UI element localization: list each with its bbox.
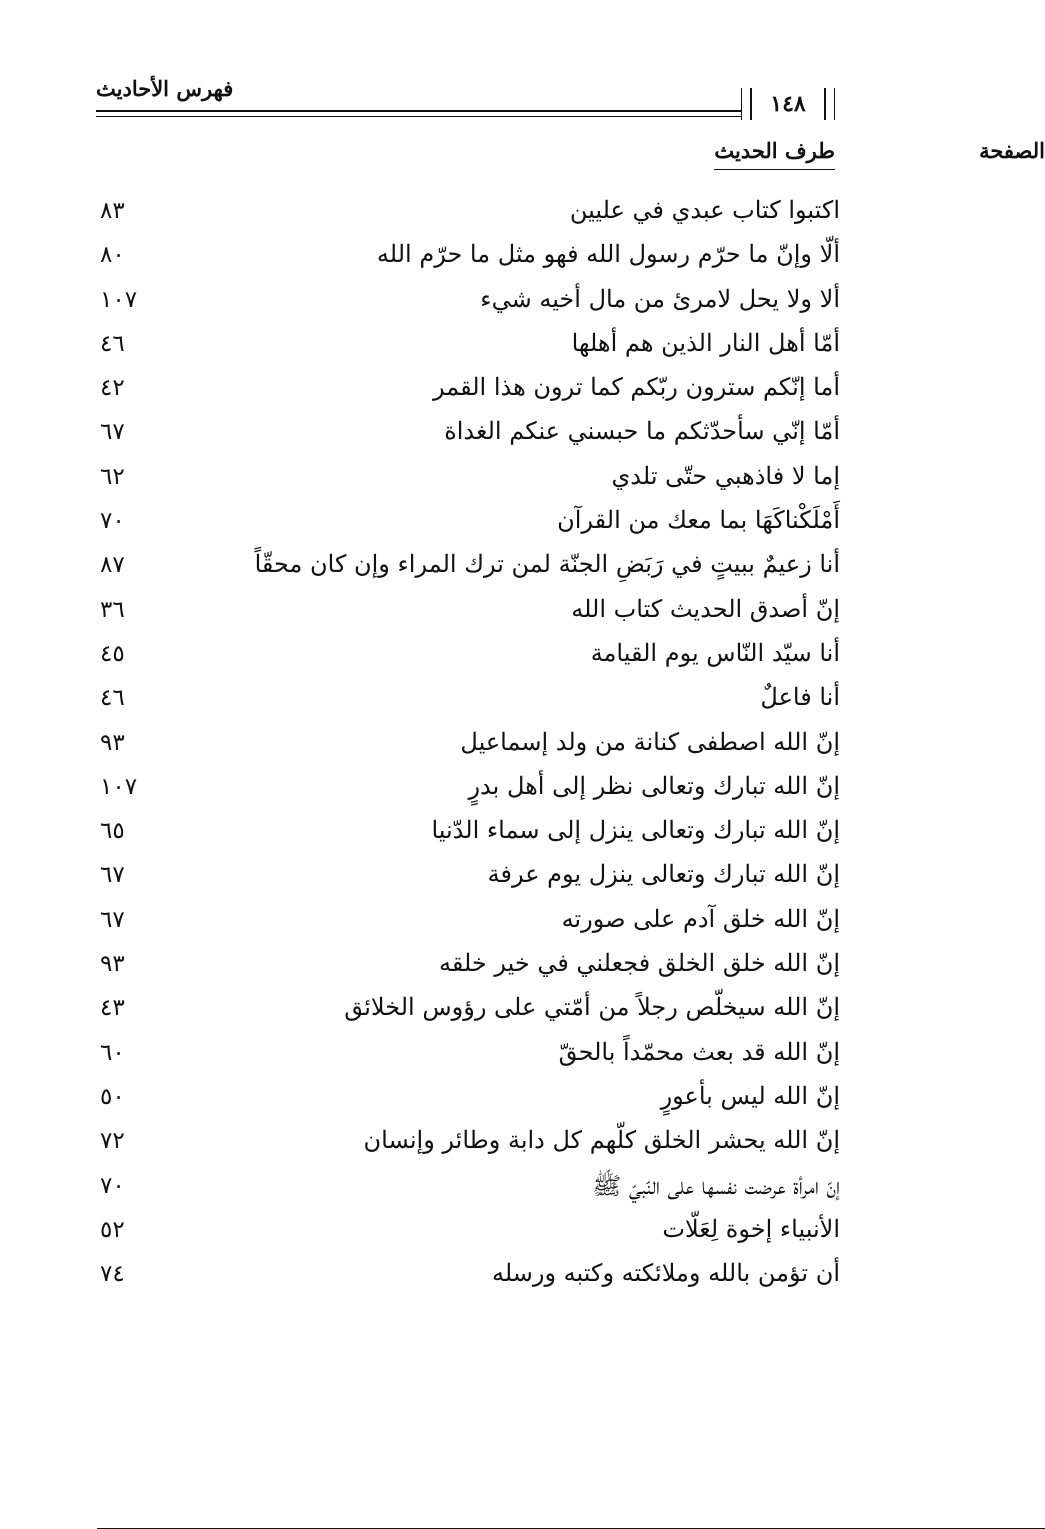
index-entry bbox=[0, 677, 948, 721]
page-reference: ٦٥ bbox=[100, 818, 125, 845]
hadith-text: أنا سيّد النّاس يوم القيامة bbox=[590, 638, 840, 667]
hadith-column-heading: طرف الحديث bbox=[714, 138, 835, 170]
page-reference: ٦٠ bbox=[100, 1039, 125, 1066]
index-entry bbox=[0, 1165, 948, 1209]
hadith-text: أنا زعيمٌ ببيتٍ في رَبَضِ الجنّة لمن ترك المراء وإن كان محقّاً bbox=[254, 550, 840, 579]
running-title: فهرس الأحاديث bbox=[96, 76, 234, 101]
hadith-text: أمّا أهل النار الذين هم أهلها bbox=[571, 328, 840, 357]
index-entry bbox=[0, 1076, 948, 1120]
hadith-index-list bbox=[0, 190, 948, 1297]
index-entry bbox=[0, 722, 948, 766]
hadith-text: إنّ الله تبارك وتعالى ينزل إلى سماء الدّنيا bbox=[431, 816, 840, 845]
hadith-text: الأنبياء إخوة لِعَلّات bbox=[662, 1214, 840, 1243]
hadith-text: إنّ أصدق الحديث كتاب الله bbox=[571, 594, 840, 623]
hadith-text: إنّ الله قد بعث محمّداً بالحقّ bbox=[558, 1037, 840, 1066]
page-reference: ١٠٧ bbox=[100, 773, 138, 800]
hadith-text: إنّ الله سيخلّص رجلاً من أمّتي على رؤوس الخلائق bbox=[344, 993, 840, 1022]
page-number: ١٤٨ bbox=[770, 91, 806, 117]
hadith-text: إنّ الله يحشر الخلق كلّهم كل دابة وطائر وإنسان bbox=[363, 1126, 840, 1155]
header-rule-thin bbox=[96, 116, 835, 117]
hadith-text: إنّ الله خلق الخلق فجعلني في خير خلقه bbox=[438, 949, 840, 978]
hadith-text: ألا ولا يحل لامرئ من مال أخيه شيء bbox=[480, 284, 840, 313]
page-reference: ٤٢ bbox=[100, 375, 125, 402]
index-entry bbox=[0, 633, 948, 677]
index-entry bbox=[0, 1120, 948, 1164]
index-entry bbox=[0, 323, 948, 367]
index-entry bbox=[0, 899, 948, 943]
header-rule bbox=[96, 110, 835, 112]
page-reference: ٥٠ bbox=[100, 1083, 125, 1110]
page-reference: ٥٢ bbox=[100, 1216, 125, 1243]
index-entry bbox=[0, 1209, 948, 1253]
hadith-text: إنّ امرأة عرضت نفسها على النّبيّ ﷺ bbox=[592, 1171, 840, 1200]
page-number-frame bbox=[750, 88, 826, 120]
page-reference: ٩٣ bbox=[100, 951, 125, 978]
page-reference: ٧٠ bbox=[100, 1172, 125, 1199]
page-reference: ٦٢ bbox=[100, 463, 125, 490]
page-reference: ٤٥ bbox=[100, 640, 125, 667]
index-entry bbox=[0, 234, 948, 278]
page-reference: ٨٠ bbox=[100, 242, 125, 269]
index-entry bbox=[0, 500, 948, 544]
index-entry bbox=[0, 589, 948, 633]
hadith-text: أن تؤمن بالله وملائكته وكتبه ورسله bbox=[491, 1259, 840, 1288]
page-column-heading: الصفحة bbox=[97, 138, 1045, 1529]
hadith-text: إما لا فاذهبي حتّى تلدي bbox=[611, 461, 840, 490]
hadith-text: أمّا إنّي سأحدّثكم ما حبسني عنكم الغداة bbox=[444, 417, 840, 446]
hadith-text: إنّ الله اصطفى كنانة من ولد إسماعيل bbox=[460, 727, 840, 756]
page-reference: ٧٢ bbox=[100, 1128, 125, 1155]
page-reference: ٧٤ bbox=[100, 1261, 125, 1288]
index-entry bbox=[0, 367, 948, 411]
page-reference: ٨٣ bbox=[100, 198, 125, 224]
hadith-text: اكتبوا كتاب عبدي في عليين bbox=[569, 196, 840, 224]
hadith-text: إنّ الله خلق آدم على صورته bbox=[561, 904, 840, 933]
index-entry bbox=[0, 810, 948, 854]
index-entry bbox=[0, 943, 948, 987]
page-reference: ٦٧ bbox=[100, 419, 125, 446]
index-entry bbox=[0, 987, 948, 1031]
hadith-text: إنّ الله ليس بأعورٍ bbox=[660, 1081, 840, 1110]
index-entry bbox=[0, 544, 948, 588]
hadith-text: إنّ الله تبارك وتعالى نظر إلى أهل بدرٍ bbox=[468, 771, 840, 800]
hadith-text: أنا فاعلٌ bbox=[760, 683, 840, 712]
page-reference: ٨٧ bbox=[100, 552, 125, 579]
page-reference: ٦٧ bbox=[100, 906, 125, 933]
page-reference: ٤٦ bbox=[100, 685, 125, 712]
index-entry bbox=[0, 279, 948, 323]
index-entry bbox=[0, 1032, 948, 1076]
page-reference: ٧٠ bbox=[100, 508, 125, 535]
hadith-text: ألّا وإنّ ما حرّم رسول الله فهو مثل ما حرّم الله bbox=[376, 240, 840, 269]
page-reference: ٩٣ bbox=[100, 729, 125, 756]
page-number-box bbox=[741, 88, 835, 120]
index-entry bbox=[0, 411, 948, 455]
hadith-text: أما إنّكم سترون ربّكم كما ترون هذا القمر bbox=[432, 373, 840, 402]
index-entry bbox=[0, 766, 948, 810]
page-reference: ١٠٧ bbox=[100, 286, 138, 313]
hadith-text: أَمْلَكْناكَهَا بما معك من القرآن bbox=[557, 506, 840, 535]
index-entry bbox=[0, 190, 948, 234]
hadith-text: إنّ الله تبارك وتعالى ينزل يوم عرفة bbox=[487, 860, 840, 889]
page-reference: ٤٣ bbox=[100, 995, 125, 1022]
index-entry bbox=[0, 854, 948, 898]
index-entry bbox=[0, 456, 948, 500]
page-reference: ٦٧ bbox=[100, 862, 125, 889]
index-entry bbox=[0, 1253, 948, 1297]
page-reference: ٣٦ bbox=[100, 596, 125, 623]
page-reference: ٤٦ bbox=[100, 330, 125, 357]
